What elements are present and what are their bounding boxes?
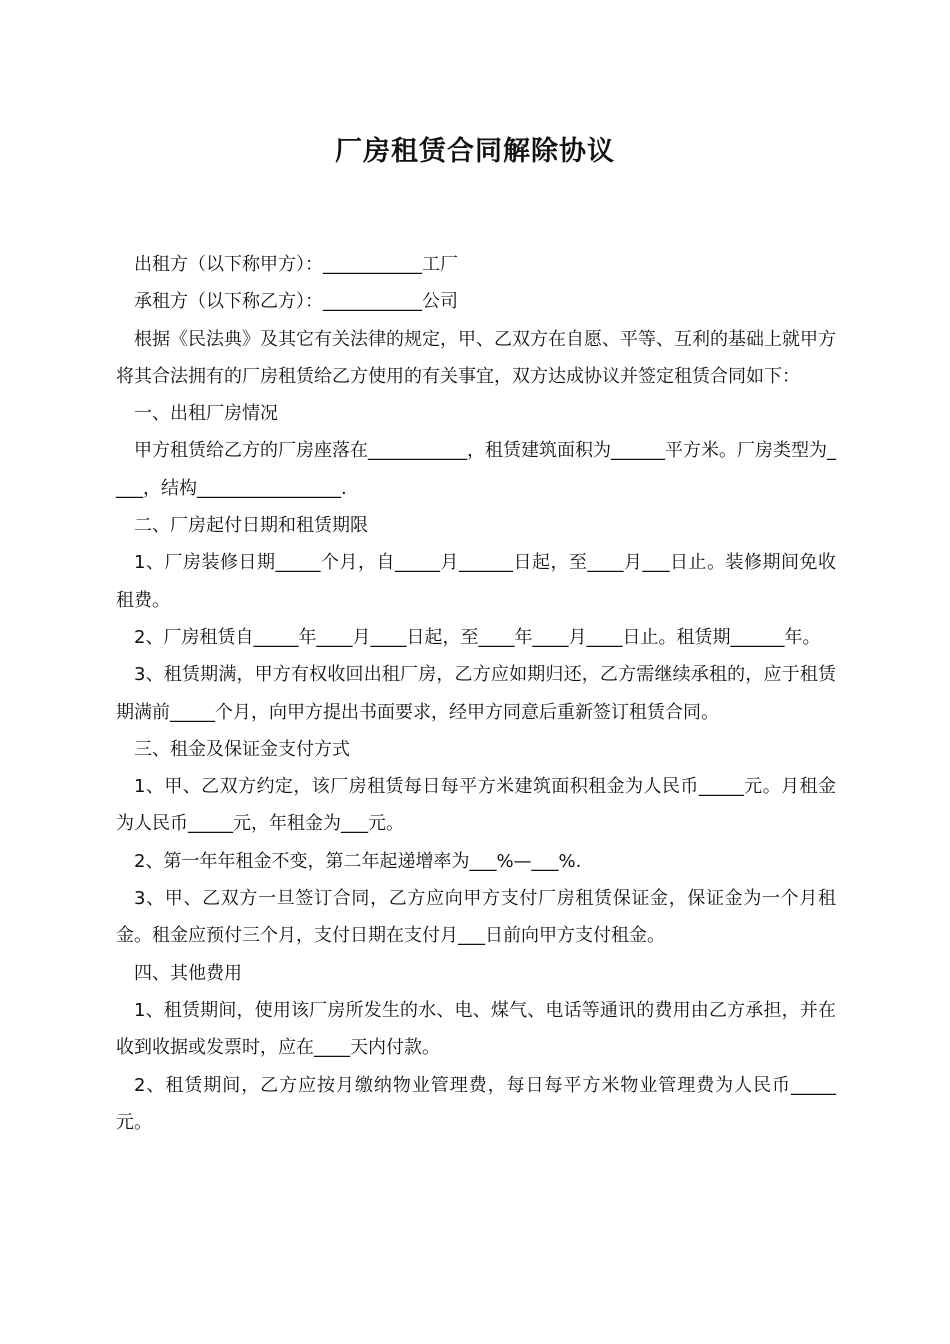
section-heading-4: 四、其他费用: [134, 962, 242, 984]
party-a-line: 出租方（以下称甲方）：___________工厂: [134, 254, 458, 275]
section-3-clause-3: 3、甲、乙双方一旦签订合同，乙方应向甲方支付厂房租赁保证金，保证金为一个月租金。租金应预付三个月，支付日期在支付月___日前向甲方支付租金。: [116, 888, 836, 947]
section-3-clause-2: 2、第一年年租金不变，第二年起递增率为___%—___%.: [134, 850, 582, 872]
section-heading-3: 三、租金及保证金支付方式: [134, 738, 350, 760]
party-b-line: 承租方（以下称乙方）：___________公司: [134, 291, 458, 313]
section-1-paragraph: 甲方租赁给乙方的厂房座落在___________，租赁建筑面积为______平方米。厂房类型为____，结构________________.: [116, 440, 836, 499]
section-4-clause-2: 2、租赁期间，乙方应按月缴纳物业管理费，每日每平方米物业管理费为人民币_____元。: [116, 1074, 836, 1133]
section-2-clause-2: 2、厂房租赁自_____年____月____日起，至____年____月____日止。租赁期______年。: [134, 626, 821, 648]
section-heading-2: 二、厂房起付日期和租赁期限: [134, 515, 368, 537]
section-3-clause-1: 1、甲、乙双方约定，该厂房租赁每日每平方米建筑面积租金为人民币_____元。月租金为人民币_____元，年租金为___元。: [116, 776, 836, 835]
section-2-clause-3: 3、租赁期满，甲方有权收回出租厂房，乙方应如期归还，乙方需继续承租的，应于租赁期满前_____个月，向甲方提出书面要求，经甲方同意后重新签订租赁合同。: [116, 664, 836, 723]
section-heading-1: 一、出租厂房情况: [134, 403, 278, 425]
section-2-clause-1: 1、厂房装修日期_____个月，自_____月______日起，至____月___日止。装修期间免收租费。: [116, 552, 836, 611]
preamble-paragraph: 根据《民法典》及其它有关法律的规定，甲、乙双方在自愿、平等、互利的基础上就甲方将其合法拥有的厂房租赁给乙方使用的有关事宜，双方达成协议并签定租赁合同如下：: [116, 328, 836, 387]
document-title: 厂房租赁合同解除协议: [335, 136, 615, 167]
document-body: [116, 246, 836, 1141]
section-4-clause-1: 1、租赁期间，使用该厂房所发生的水、电、煤气、电话等通讯的费用由乙方承担，并在收到收据或发票时，应在____天内付款。: [116, 999, 836, 1059]
